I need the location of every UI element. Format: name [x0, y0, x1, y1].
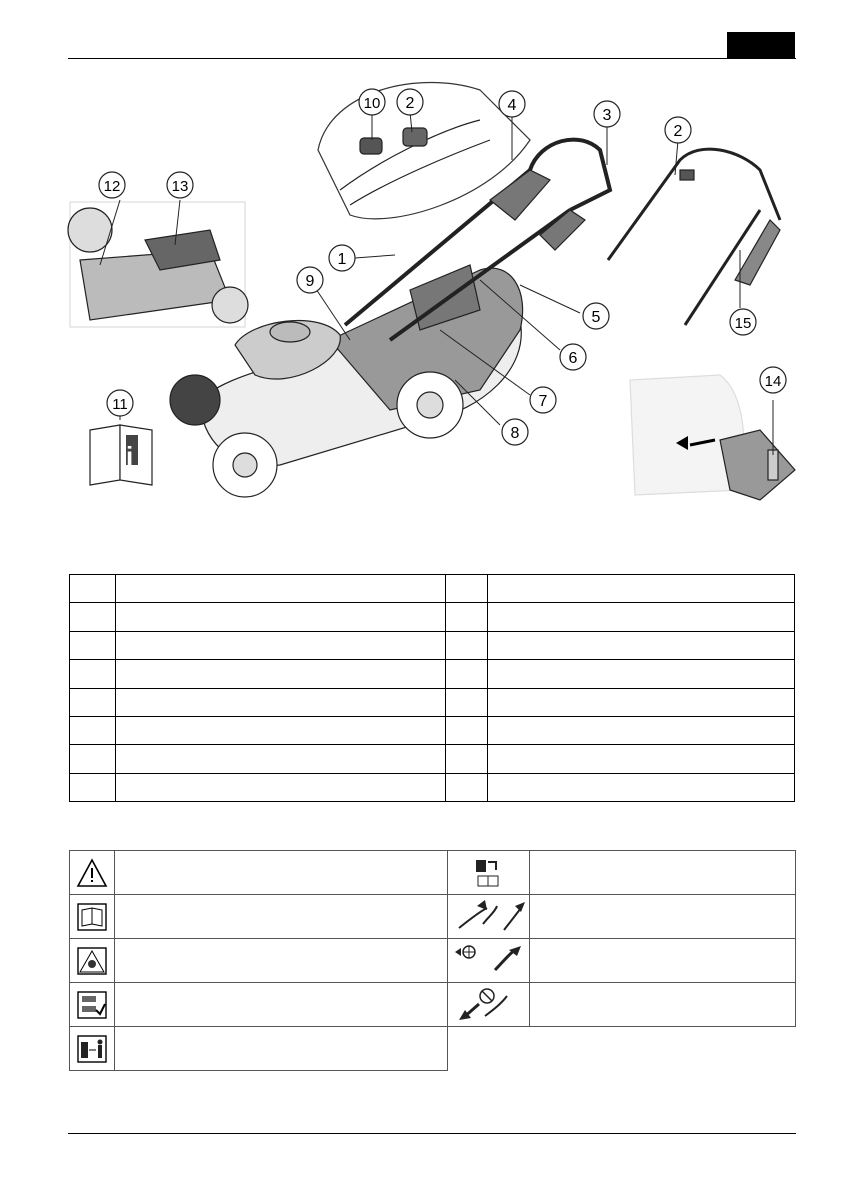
callout-3 — [594, 101, 620, 127]
table-cell — [446, 631, 488, 659]
symbol-description — [115, 851, 448, 895]
table-cell — [488, 745, 795, 773]
table-cell — [70, 773, 116, 801]
checklist-icon — [70, 983, 115, 1027]
callout-1 — [329, 245, 355, 271]
symbol-description — [530, 851, 796, 895]
manual-book-icon — [90, 425, 152, 485]
keep-distance-icon — [70, 1027, 115, 1071]
svg-text:5: 5 — [591, 309, 601, 326]
table-row — [70, 939, 796, 983]
symbols-table — [69, 850, 796, 1071]
svg-text:3: 3 — [602, 107, 612, 124]
callout-2b — [665, 117, 691, 143]
table-cell — [116, 688, 446, 716]
warning-triangle-icon — [70, 851, 115, 895]
svg-text:14: 14 — [764, 373, 782, 390]
callout-6 — [560, 344, 586, 370]
table-row — [70, 660, 795, 688]
table-cell — [70, 575, 116, 603]
callout-14 — [760, 367, 786, 393]
read-manual-icon — [70, 895, 115, 939]
table-cell — [488, 603, 795, 631]
svg-text:13: 13 — [171, 178, 189, 195]
symbol-description — [530, 983, 796, 1027]
table-cell — [116, 631, 446, 659]
table-cell — [70, 631, 116, 659]
table-row — [70, 895, 796, 939]
svg-text:11: 11 — [112, 396, 128, 413]
footer-rule — [68, 1133, 796, 1134]
hand-injury-warning-icon — [70, 939, 115, 983]
svg-text:2: 2 — [405, 95, 415, 112]
svg-text:2: 2 — [673, 123, 683, 140]
symbol-description — [530, 895, 796, 939]
callout-12 — [99, 172, 125, 198]
table-row — [70, 716, 795, 744]
table-row — [70, 631, 795, 659]
svg-text:12: 12 — [103, 178, 121, 195]
engine-fuel-icon — [448, 851, 530, 895]
callout-9 — [297, 267, 323, 293]
symbol-description — [115, 983, 448, 1027]
table-cell — [488, 660, 795, 688]
callout-5 — [583, 303, 609, 329]
svg-text:4: 4 — [507, 97, 517, 114]
mulching-insert-inset — [630, 375, 795, 500]
table-cell — [70, 603, 116, 631]
symbol-description — [115, 939, 448, 983]
callout-4 — [499, 91, 525, 117]
table-cell — [488, 688, 795, 716]
svg-text:i: i — [126, 441, 134, 471]
table-cell — [116, 716, 446, 744]
table-row — [70, 603, 795, 631]
table-cell — [446, 603, 488, 631]
svg-text:7: 7 — [538, 393, 548, 410]
table-cell — [70, 745, 116, 773]
callout-8 — [502, 419, 528, 445]
table-cell — [70, 688, 116, 716]
stop-blade-icon — [448, 983, 530, 1027]
table-cell — [446, 745, 488, 773]
table-cell — [488, 575, 795, 603]
table-cell — [70, 660, 116, 688]
table-cell — [446, 773, 488, 801]
language-tab — [727, 32, 795, 59]
table-cell — [116, 660, 446, 688]
table-cell — [446, 575, 488, 603]
table-row — [70, 745, 795, 773]
symbol-description — [115, 1027, 448, 1071]
empty-cell — [448, 1027, 796, 1071]
svg-text:8: 8 — [510, 425, 520, 442]
callout-2a — [397, 89, 423, 115]
parts-table — [69, 574, 795, 802]
table-row — [70, 688, 795, 716]
drive-lever-icon — [448, 939, 530, 983]
grass-catcher-inset — [68, 202, 248, 327]
table-cell — [488, 773, 795, 801]
symbol-description — [530, 939, 796, 983]
table-cell — [70, 716, 116, 744]
callout-7 — [530, 387, 556, 413]
svg-text:6: 6 — [568, 350, 578, 367]
table-cell — [116, 745, 446, 773]
callout-13 — [167, 172, 193, 198]
callout-11 — [107, 390, 133, 416]
table-cell — [116, 575, 446, 603]
table-cell — [446, 660, 488, 688]
table-cell — [446, 716, 488, 744]
mower-overview-figure — [60, 70, 805, 520]
handle-brake-release-icon — [448, 895, 530, 939]
callout-10 — [359, 89, 385, 115]
header-rule — [68, 58, 796, 59]
table-row — [70, 851, 796, 895]
table-cell — [488, 716, 795, 744]
table-row — [70, 983, 796, 1027]
svg-text:15: 15 — [734, 315, 752, 332]
symbol-description — [115, 895, 448, 939]
table-row — [70, 773, 795, 801]
table-cell — [446, 688, 488, 716]
table-row — [70, 1027, 796, 1071]
table-cell — [488, 631, 795, 659]
svg-text:9: 9 — [305, 273, 315, 290]
table-cell — [116, 603, 446, 631]
callout-15 — [730, 309, 756, 335]
table-row — [70, 575, 795, 603]
table-cell — [116, 773, 446, 801]
svg-text:10: 10 — [363, 95, 381, 112]
svg-text:1: 1 — [337, 251, 347, 268]
handle-brake-inset — [608, 149, 780, 325]
